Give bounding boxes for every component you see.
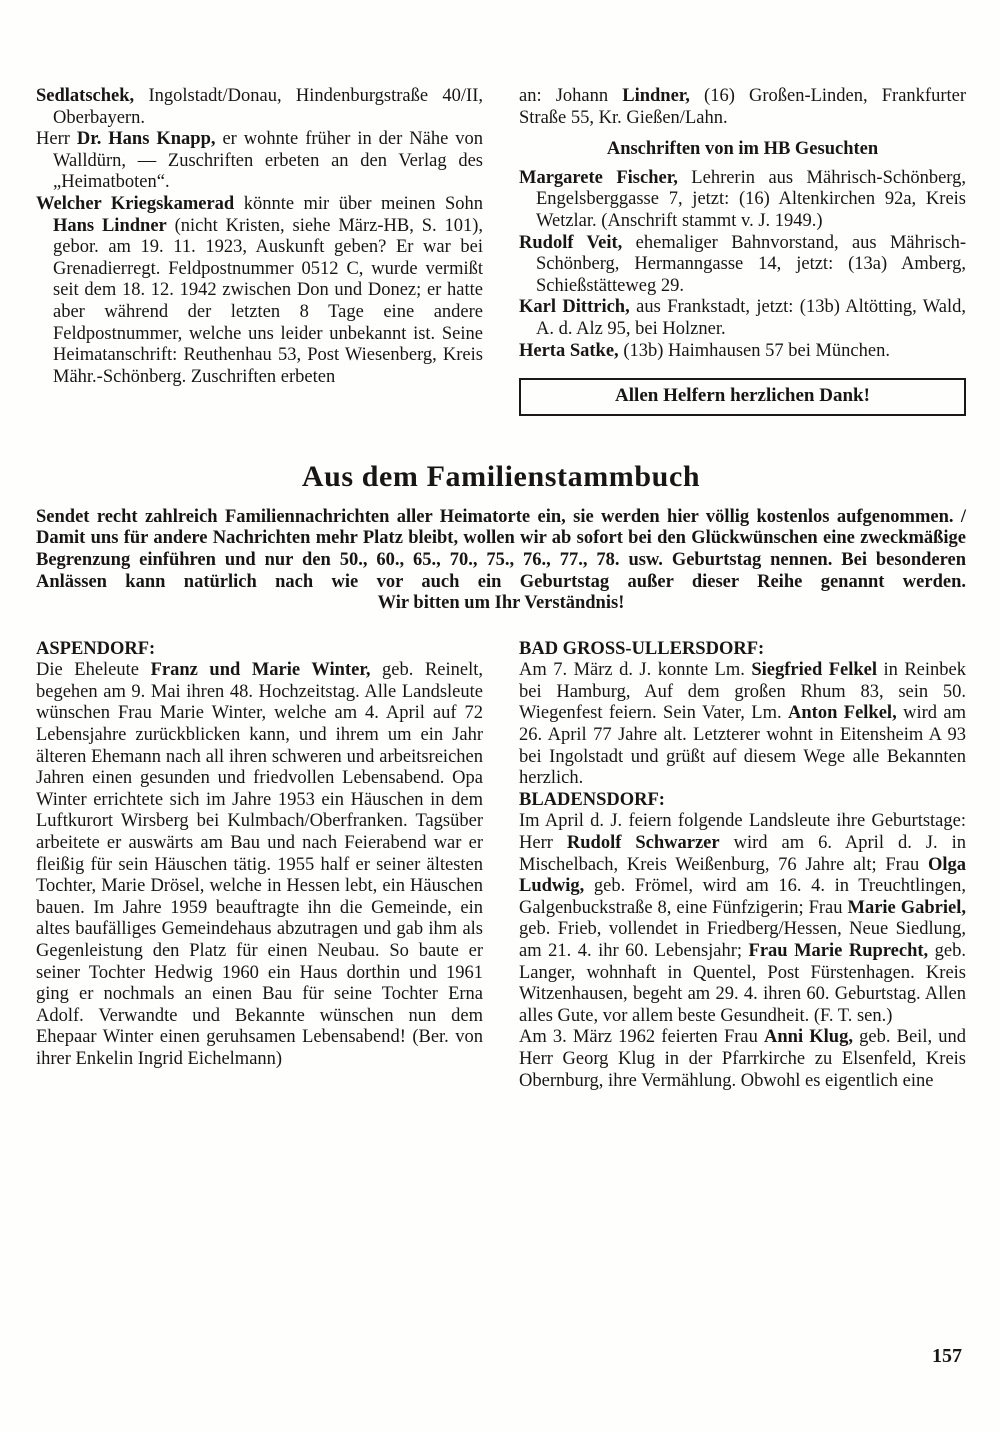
text: geb. Langer, wohnhaft in Quentel, Post Fürstenhagen. Kreis Witzenhausen, begeht am 29. 4. ihren 60. Geburtstag. Allen alles Gute, vor allem beste Gesundheit. (F. T. sen.) xyxy=(519,941,966,1026)
paragraph xyxy=(519,341,966,363)
text: in Reinbek bei Hamburg, Auf dem großen Rhum 83, sein 50. Wiegenfest feiern. Sein Vater, Lm. xyxy=(519,660,966,724)
bold-text: Welcher Kriegskamerad xyxy=(36,193,235,214)
bad-gross-ullersdorf-paragraphs xyxy=(519,660,966,790)
text: (nicht Kristen, siehe März-HB, S. 101), gebor. am 19. 11. 1923, Auskunft geben? Er war bei Grenadierregt. Feldpostnummer 0512 C, wurde vermißt seit dem 18. 12. 1942 zwischen Don und Donez; er hatte aber während der letzten 8 Tage eine andere Feldpostnummer, welche uns leider unbekannt ist. Seine Heimatanschrift: Reuthenhau 53, Post Wiesenberg, Kreis Mähr.-Schönberg. Zuschriften erbeten xyxy=(53,215,484,387)
top-left-column xyxy=(36,86,483,416)
bold-text: Margarete Fischer, xyxy=(519,167,678,188)
text: geb. Frieb, vollendet in Friedberg/Hessen, Neue Siedlung, am 21. 4. ihr 60. Lebensjahr; xyxy=(519,919,966,961)
bold-text: Dr. Hans Knapp, xyxy=(76,129,216,150)
paragraph xyxy=(519,660,966,790)
paragraph xyxy=(519,811,966,1027)
top-right-column xyxy=(519,86,966,416)
paragraph xyxy=(36,86,483,129)
bottom-left-column xyxy=(36,639,483,1092)
text: Am 3. März 1962 feierten Frau xyxy=(519,1027,765,1048)
text: ehemaliger Bahnvorstand, aus Mährisch-Schönberg, Hermanngasse 14, jetzt: (13a) Amberg, Schießstätteweg 29. xyxy=(536,232,966,296)
paragraph xyxy=(519,233,966,298)
paragraph xyxy=(36,194,483,388)
text: (16) Großen-Linden, Frankfurter Straße 55, Kr. Gießen/Lahn. xyxy=(519,86,966,128)
section-heading-anschriften: Anschriften von im HB Gesuchten xyxy=(606,139,879,160)
entry-heading-aspendorf: ASPENDORF: xyxy=(36,638,156,659)
bold-text: Siegfried Felkel xyxy=(751,660,877,681)
text: könnte mir über meinen Sohn xyxy=(234,193,484,214)
entry-heading-bladensdorf: BLADENSDORF: xyxy=(519,789,665,810)
bold-text: Marie Gabriel, xyxy=(847,897,967,918)
bladensdorf-paragraphs xyxy=(519,811,966,1092)
text: (13b) Haimhausen 57 bei München. xyxy=(618,340,890,361)
thanks-box: Allen Helfern herzlichen Dank! xyxy=(519,378,966,416)
intro-paragraph: Sendet recht zahlreich Familiennachrichten aller Heimatorte ein, sie werden hier völlig kostenlos aufgenommen. / Damit uns für andere Nachrichten mehr Platz bleibt, wollen wir ab sofort bei den Glückwünschen eine zweckmäßige Begrenzung einführen und nur den 50., 60., 65., 70., 75., 76., 77., 78. usw. Geburtstag nennen. Bei besonderen Anlässen kann natürlich nach wie vor auch ein Geburtstag außer dieser Reihe genannt werden. xyxy=(36,506,966,592)
text: Am 7. März d. J. konnte Lm. xyxy=(519,660,752,681)
bold-text: Sedlatschek, xyxy=(36,86,135,106)
paragraph xyxy=(36,660,483,1070)
bold-text: Anton Felkel, xyxy=(788,703,897,724)
bottom-right-column xyxy=(519,639,966,1092)
bold-text: Olga Ludwig, xyxy=(519,854,966,897)
text: wird am 6. April d. J. in Mischelbach, Kreis Weißenburg, 76 Jahre alt; Frau xyxy=(519,833,966,875)
continuation-paragraph xyxy=(519,86,966,129)
bold-text: Frau Marie Ruprecht, xyxy=(748,941,929,961)
top-columns xyxy=(36,86,966,416)
main-section-title: Aus dem Familienstammbuch xyxy=(301,459,701,493)
text: Herr xyxy=(36,129,77,150)
paragraph xyxy=(519,1027,966,1092)
text: geb. Reinelt, begehen am 9. Mai ihren 48. Hochzeitstag. Alle Landsleute wünschen Frau Marie Winter, welche am 4. April auf 72 Lebensjahre zurückblicken kann, und ihrem um ein Jahr älteren Ehemann nach all ihren schweren und arbeitsreichen Jahren einen gesunden und friedvollen Lebensabend. Opa Winter errichtete sich im Jahre 1953 ein Häuschen in dem Luftkurort Wirsberg bei Kulmbach/Oberfranken. Tagsüber arbeitete er auswärts am Bau und nach Feierabend war er fleißig für sein Häuschen tätig. 1955 half er seiner ältesten Tochter, Marie Drösel, welche in Hessen lebt, ein Häuschen bauen. Im Jahre 1959 beauftragte ihn die Gemeinde, ein altes baufälliges Gemeindehaus abzutragen und gab ihm als Gegenleistung den Platz für einen Neubau. So baute er seiner Tochter Hedwig 1960 ein Haus dorthin und 1961 ging er nochmals an einen Bau für seine Tochter Erna Adolf. Verwandte und Bekannte wünschen nun dem Ehepaar Winter einen geruhsamen Lebensabend! (Ber. von ihrer Enkelin Ingrid Eichelmann) xyxy=(36,660,483,1069)
bold-text: Rudolf Veit, xyxy=(519,232,623,253)
anschriften-entries xyxy=(519,168,966,362)
bottom-columns xyxy=(36,639,966,1092)
text: geb. Frömel, wird am 16. 4. in Treuchtlingen, Galgenbuckstraße 8, eine Fünfzigerin; Frau xyxy=(519,876,966,918)
bold-text: Rudolf Schwarzer xyxy=(566,833,720,854)
bold-text: Hans Lindner xyxy=(53,215,167,236)
paragraph xyxy=(519,297,966,340)
text: wird am 26. April 77 Jahre alt. Letzterer wohnt in Eitensheim A 93 bei Ingolstadt und grüßt auf diesem Wege alle Bekannten herzlich. xyxy=(519,703,967,789)
paragraph xyxy=(519,168,966,233)
text: Ingolstadt/Donau, Hindenburgstraße 40/II, Oberbayern. xyxy=(53,86,483,128)
intro-last-line: Wir bitten um Ihr Verständnis! xyxy=(377,593,625,614)
page-number: 157 xyxy=(932,1345,962,1368)
bold-text: Herta Satke, xyxy=(519,340,619,361)
text: Im April d. J. feiern folgende Landsleute ihre Geburtstage: Herr xyxy=(519,811,966,854)
bold-text: Karl Dittrich, xyxy=(519,297,630,318)
paragraph xyxy=(36,129,483,194)
aspendorf-paragraphs xyxy=(36,660,483,1070)
text: geb. Beil, und Herr Georg Klug in der Pfarrkirche zu Elsenfeld, Kreis Obernburg, ihre Vermählung. Obwohl es eigentlich eine xyxy=(519,1027,966,1091)
text: Die Eheleute xyxy=(36,660,151,681)
entry-heading-bad-gross-ullersdorf: BAD GROSS-ULLERSDORF: xyxy=(519,638,765,659)
bold-text: Lindner, xyxy=(622,86,690,106)
text: er wohnte früher in der Nähe von Walldürn, — Zuschriften erbeten an den Verlag des „Heimatboten“. xyxy=(53,129,483,193)
section-intro xyxy=(36,507,966,615)
text: an: Johann xyxy=(519,86,623,106)
text: aus Frankstadt, jetzt: (13b) Altötting, Wald, A. d. Alz 95, bei Holzner. xyxy=(536,297,966,339)
text: Lehrerin aus Mährisch-Schönberg, Engelsberggasse 7, jetzt: (16) Altenkirchen 92a, Kreis Wetzlar. (Anschrift stammt v. J. 1949.) xyxy=(536,167,967,231)
bold-text: Anni Klug, xyxy=(764,1027,853,1048)
bold-text: Franz und Marie Winter, xyxy=(150,660,371,681)
